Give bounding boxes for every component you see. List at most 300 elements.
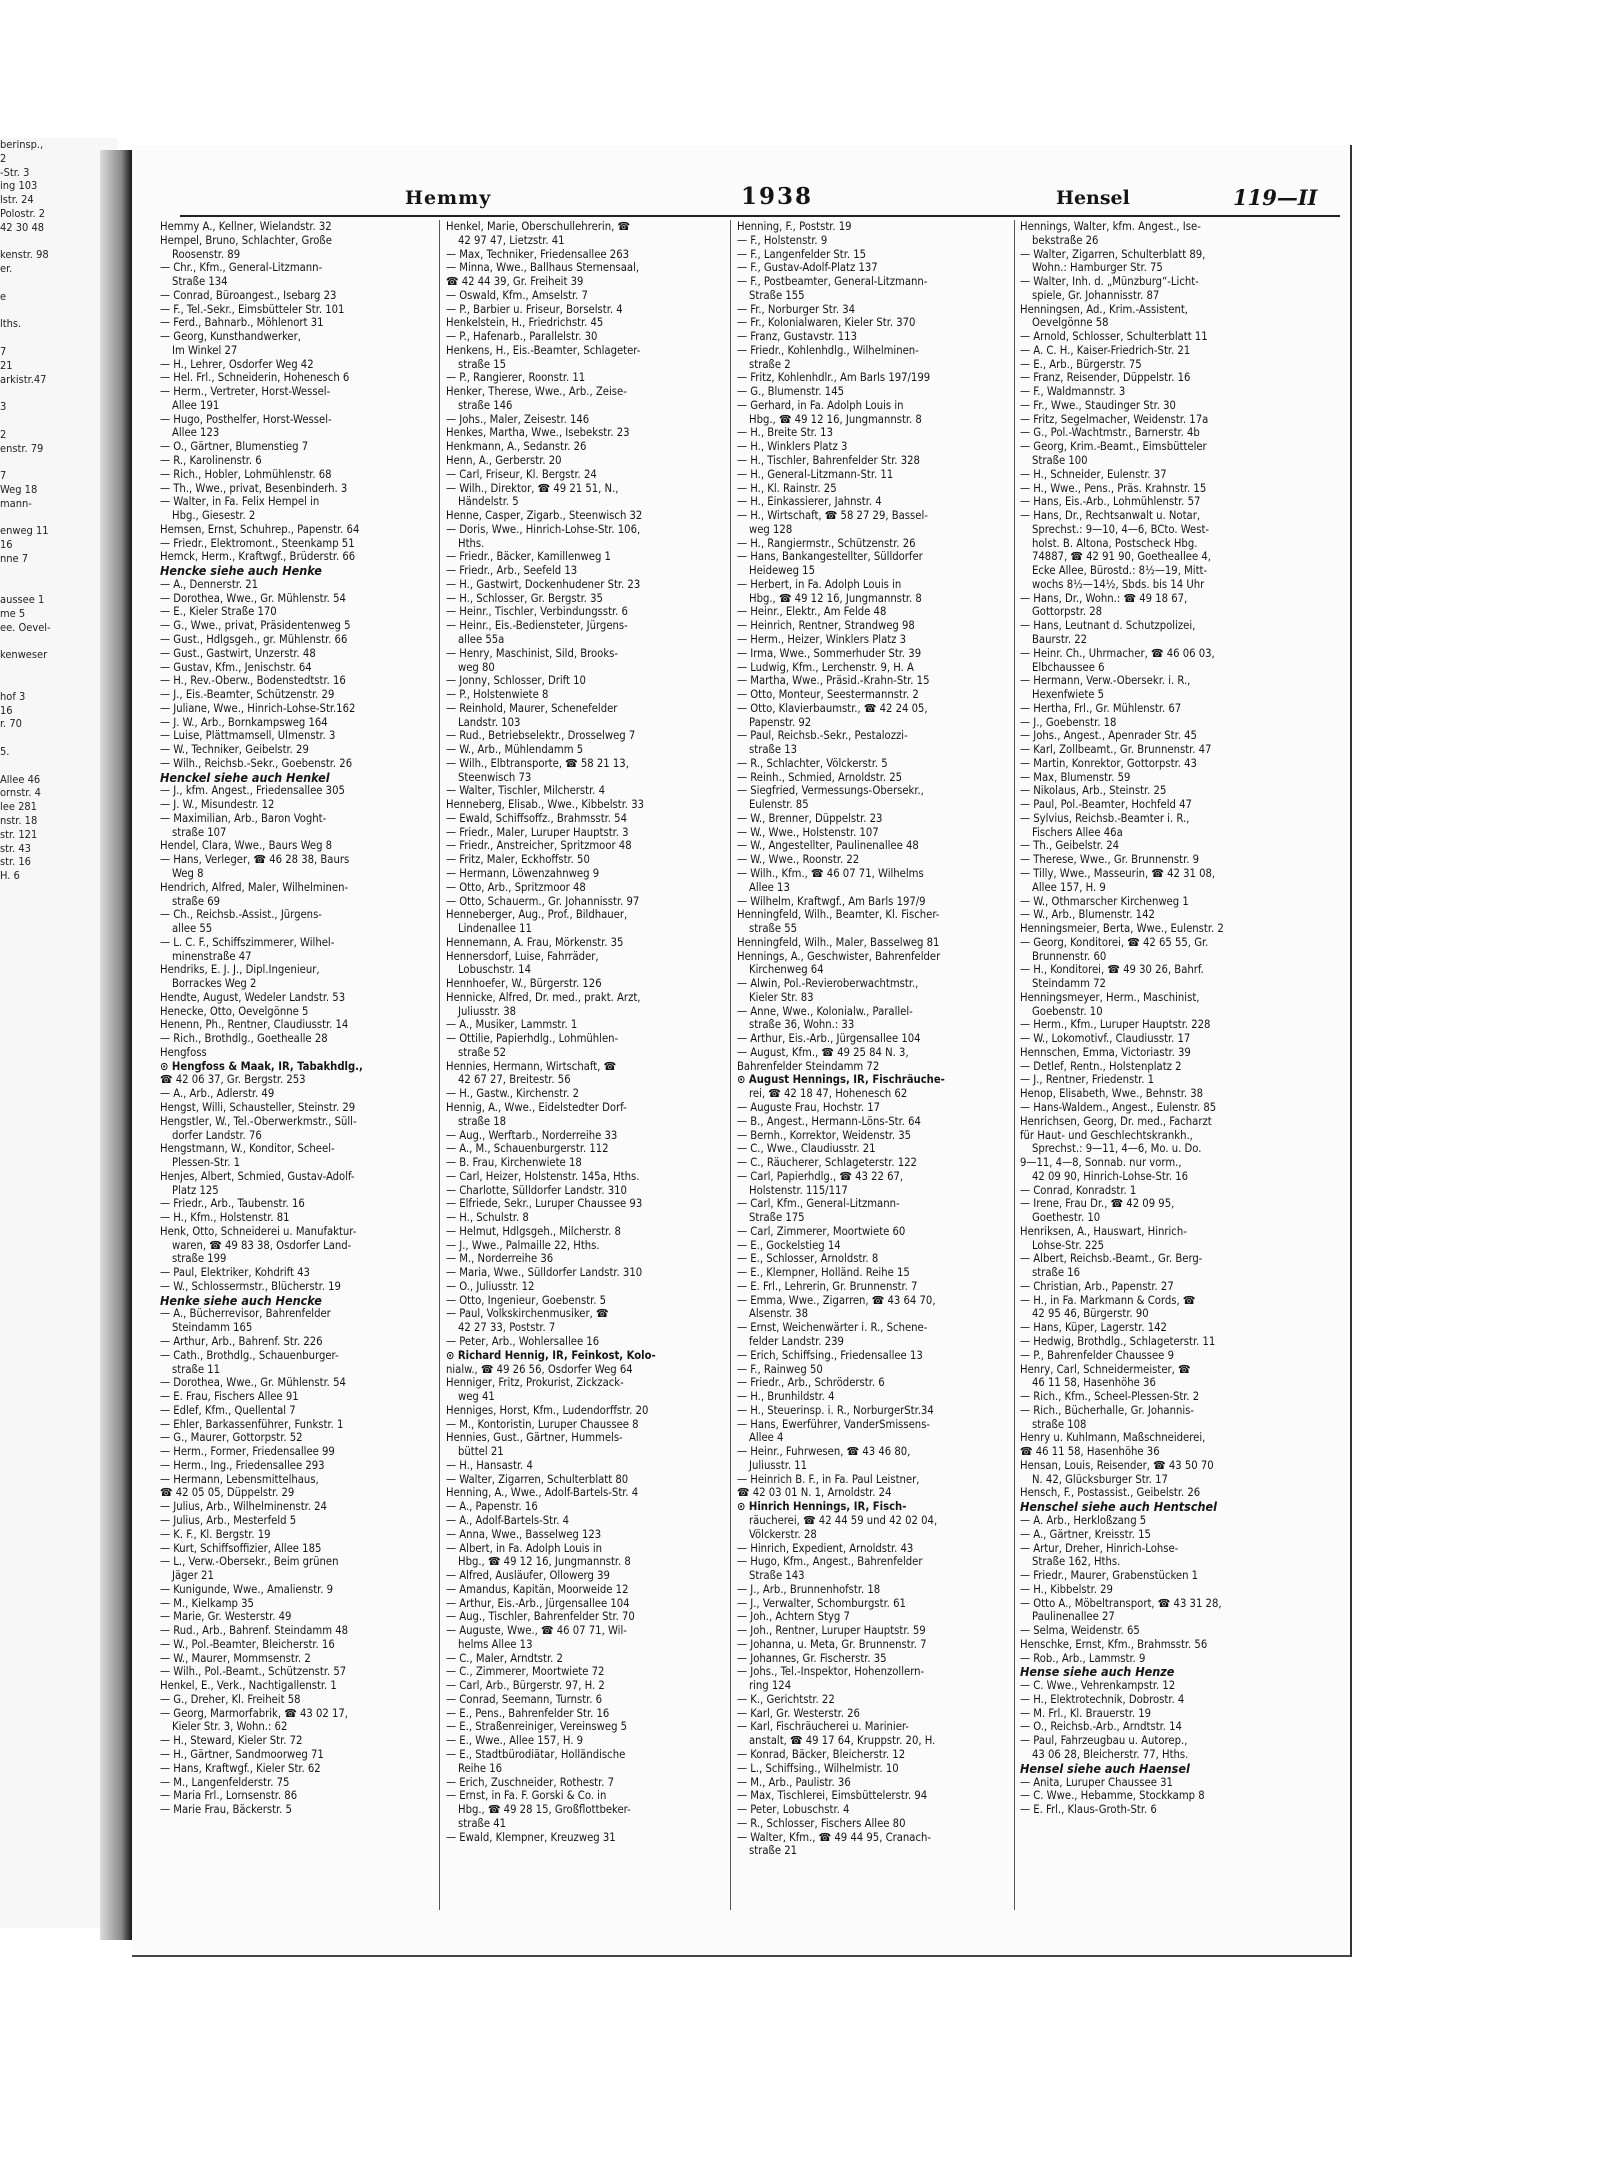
directory-line: — Heinrich B. F., in Fa. Paul Leistner, [737, 1472, 920, 1486]
directory-line: Hennings, Walter, kfm. Angest., Ise- [1020, 220, 1201, 233]
directory-line: — G., Maurer, Gottorpstr. 52 [160, 1431, 303, 1445]
directory-line: — Johs., Maler, Zeisestr. 146 [446, 412, 590, 426]
directory-line: — Anita, Luruper Chaussee 31 [1020, 1775, 1173, 1789]
directory-line: — Karl, Fischräucherei u. Marinier- [737, 1720, 909, 1734]
facing-page-text: 21 [0, 358, 13, 372]
directory-line: — K., Gerichtstr. 22 [737, 1692, 835, 1706]
directory-line: Hensch, F., Postassist., Geibelstr. 26 [1020, 1486, 1201, 1500]
directory-line: straße 69 [172, 894, 221, 908]
directory-line: Hennings, A., Geschwister, Bahrenfelder [737, 949, 941, 963]
facing-page-text: berinsp., [0, 138, 44, 151]
directory-line: straße 2 [749, 357, 791, 371]
facing-page-text: str. 121 [0, 827, 38, 841]
directory-line: — Walter, Tischler, Milcherstr. 4 [446, 784, 606, 798]
directory-line: — W., Wwe., Roonstr. 22 [737, 853, 860, 867]
directory-line: wochs 8½—14½, Sbds. bis 14 Uhr [1032, 577, 1205, 591]
directory-line: — Marie, Gr. Westerstr. 49 [160, 1610, 292, 1624]
directory-line: — P., Bahrenfelder Chaussee 9 [1020, 1348, 1174, 1362]
directory-line: — Selma, Weidenstr. 65 [1020, 1624, 1140, 1638]
directory-line: — Hans, Küper, Lagerstr. 142 [1020, 1321, 1167, 1335]
directory-line: — Hans, Eis.-Arb., Lohmühlenstr. 57 [1020, 495, 1201, 509]
directory-line: — H., Gärtner, Sandmoorweg 71 [160, 1747, 324, 1761]
directory-line: — Rud., Arb., Bahrenf. Steindamm 48 [160, 1624, 349, 1638]
directory-line: — Ewald, Klempner, Kreuzweg 31 [446, 1830, 616, 1844]
directory-line: — Detlef, Rentn., Holstenplatz 2 [1020, 1059, 1182, 1073]
directory-line: — Walter, Zigarren, Schulterblatt 89, [1020, 247, 1206, 261]
directory-line: Kieler Str. 83 [749, 990, 814, 1004]
directory-line: Henke siehe auch Hencke [160, 1293, 322, 1308]
directory-line: Sprechst.: 9—10, 4—6, BCto. West- [1032, 522, 1210, 536]
facing-page-text: 2 [0, 151, 7, 165]
directory-line: — Conrad, Konradstr. 1 [1020, 1183, 1137, 1197]
directory-line: straße 15 [458, 357, 507, 371]
directory-line: — M., Norderreihe 36 [446, 1252, 554, 1266]
facing-page-text: Polostr. 2 [0, 206, 46, 220]
facing-page-text: nne 7 [0, 551, 29, 565]
directory-line: 42 95 46, Bürgerstr. 90 [1032, 1307, 1149, 1321]
directory-line: — P., Barbier u. Friseur, Borselstr. 4 [446, 302, 623, 316]
directory-line: Hennies, Gust., Gärtner, Hummels- [446, 1431, 623, 1445]
facing-page-text: str. 16 [0, 855, 31, 869]
directory-line: Henkelstein, H., Friedrichstr. 45 [446, 316, 604, 330]
directory-line: — Helmut, Hdlgsgeh., Milcherstr. 8 [446, 1224, 621, 1238]
directory-line: — Wilh., Direktor, ☎ 49 21 51, N., [446, 481, 619, 495]
directory-line: Straße 175 [749, 1211, 805, 1225]
directory-line: — H., Tischler, Bahrenfelder Str. 328 [737, 454, 920, 468]
directory-line: — F., Postbeamter, General-Litzmann- [737, 275, 928, 289]
directory-line: ⊙ Hengfoss & Maak, IR, Tabakhdlg., [160, 1059, 363, 1073]
directory-line: — Otto A., Möbeltransport, ☎ 43 31 28, [1020, 1596, 1222, 1610]
directory-line: 46 11 58, Hasenhöhe 36 [1032, 1376, 1156, 1390]
column-divider [730, 220, 731, 1910]
directory-line: — Ernst, Weichenwärter i. R., Schene- [737, 1321, 928, 1335]
directory-line: — Artur, Dreher, Hinrich-Lohse- [1020, 1541, 1179, 1555]
directory-line: — Elfriede, Sekr., Luruper Chaussee 93 [446, 1197, 643, 1211]
directory-line: Hennicke, Alfred, Dr. med., prakt. Arzt, [446, 990, 641, 1004]
directory-line: straße 55 [749, 922, 798, 936]
directory-line: — E. Frl., Klaus-Groth-Str. 6 [1020, 1803, 1157, 1817]
directory-line: — A., Arb., Adlerstr. 49 [160, 1087, 275, 1101]
directory-line: — Paul, Reichsb.-Sekr., Pestalozzi- [737, 729, 908, 743]
directory-line: — August, Kfm., ☎ 49 25 84 N. 3, [737, 1045, 909, 1059]
directory-line: Henning, F., Poststr. 19 [737, 220, 852, 233]
directory-line: Brunnenstr. 60 [1032, 949, 1107, 963]
directory-line: — C., Wwe., Claudiusstr. 21 [737, 1142, 876, 1156]
directory-line: Henriksen, A., Hauswart, Hinrich- [1020, 1224, 1187, 1238]
directory-line: — Jonny, Schlosser, Drift 10 [446, 674, 586, 688]
directory-line: — H., Lehrer, Osdorfer Weg 42 [160, 357, 314, 371]
directory-line: — Friedr., Maurer, Grabenstücken 1 [1020, 1569, 1199, 1583]
directory-line: Allee 13 [749, 880, 790, 894]
directory-line: — L., Verw.-Obersekr., Beim grünen [160, 1555, 339, 1569]
directory-line: — Auguste, Wwe., ☎ 46 07 71, Wil- [446, 1624, 627, 1638]
directory-line: — Hermann, Verw.-Obersekr. i. R., [1020, 674, 1191, 688]
directory-line: helms Allee 13 [458, 1637, 533, 1651]
directory-line: — Minna, Wwe., Ballhaus Sternensaal, [446, 261, 640, 275]
directory-line: Henenn, Ph., Rentner, Claudiusstr. 14 [160, 1018, 349, 1032]
directory-line: — M., Kontoristin, Luruper Chaussee 8 [446, 1417, 639, 1431]
facing-page-text: ing 103 [0, 179, 38, 193]
directory-line: — J. W., Misundestr. 12 [160, 798, 275, 812]
directory-line: — Otto, Arb., Spritzmoor 48 [446, 880, 586, 894]
directory-line: — Hertha, Frl., Gr. Mühlenstr. 67 [1020, 701, 1182, 715]
directory-line: — E., Klempner, Holländ. Reihe 15 [737, 1266, 910, 1280]
directory-line: — Anne, Wwe., Kolonialw., Parallel- [737, 1004, 913, 1018]
directory-line: Wohn.: Hamburger Str. 75 [1032, 261, 1163, 275]
directory-line: — Friedr., Maler, Luruper Hauptstr. 3 [446, 825, 629, 839]
facing-page-text: hof 3 [0, 689, 26, 703]
directory-line: ☎ 42 03 01 N. 1, Arnoldstr. 24 [737, 1486, 892, 1500]
directory-line: — Rich., Hobler, Lohmühlenstr. 68 [160, 467, 332, 481]
directory-line: — W., Arb., Blumenstr. 142 [1020, 908, 1155, 922]
directory-line: — Fr., Kolonialwaren, Kieler Str. 370 [737, 316, 916, 330]
directory-line: — R., Schlachter, Völckerstr. 5 [737, 756, 888, 770]
directory-line: — Reinh., Schmied, Arnoldstr. 25 [737, 770, 903, 784]
directory-line: — E., Schlosser, Arnoldstr. 8 [737, 1252, 879, 1266]
directory-line: Hemck, Herm., Kraftwgf., Brüderstr. 66 [160, 550, 356, 564]
directory-line: — Herm., Kfm., Luruper Hauptstr. 228 [1020, 1018, 1211, 1032]
header-first-entry: Hemmy [405, 187, 492, 209]
directory-line: — Henry, Maschinist, Sild, Brooks- [446, 646, 619, 660]
directory-line: — W., Techniker, Geibelstr. 29 [160, 743, 309, 757]
directory-line: — W., Lokomotivf., Claudiusstr. 17 [1020, 1032, 1191, 1046]
facing-page-text: lths. [0, 317, 22, 331]
directory-line: — Cath., Brothdlg., Schauenburger- [160, 1348, 339, 1362]
directory-line: Juliusstr. 38 [458, 1004, 517, 1018]
directory-line: Steindamm 165 [172, 1321, 253, 1335]
directory-line: — Therese, Wwe., Gr. Brunnenstr. 9 [1020, 853, 1200, 867]
directory-line: ☎ 42 44 39, Gr. Freiheit 39 [446, 275, 584, 289]
directory-line: Weg 8 [172, 866, 204, 880]
directory-line: straße 41 [458, 1816, 507, 1830]
directory-line: — Herm., Former, Friedensallee 99 [160, 1445, 335, 1459]
directory-line: Henkel, E., Verk., Nachtigallenstr. 1 [160, 1679, 337, 1693]
directory-line: Straße 162, Hths. [1032, 1555, 1121, 1569]
directory-line: Henniges, Horst, Kfm., Ludendorffstr. 20 [446, 1403, 649, 1417]
directory-line: Straße 100 [1032, 454, 1088, 468]
directory-line: — M., Langenfelderstr. 75 [160, 1775, 290, 1789]
facing-page-text: str. 43 [0, 841, 31, 855]
directory-line: — Arnold, Schlosser, Schulterblatt 11 [1020, 330, 1208, 344]
directory-line: 74887, ☎ 42 91 90, Goetheallee 4, [1032, 550, 1211, 564]
directory-line: — Ludwig, Kfm., Lerchenstr. 9, H. A [737, 660, 914, 674]
directory-line: — K. F., Kl. Bergstr. 19 [160, 1527, 271, 1541]
directory-line: Hengstler, W., Tel.-Oberwerkmstr., Süll- [160, 1114, 357, 1128]
facing-page-text: 7 [0, 469, 7, 483]
directory-line: 42 97 47, Lietzstr. 41 [458, 233, 565, 247]
directory-line: — F., Holstenstr. 9 [737, 233, 828, 247]
directory-line: — O., Reichsb.-Arb., Arndtstr. 14 [1020, 1720, 1182, 1734]
directory-line: Kirchenweg 64 [749, 963, 824, 977]
directory-line: Borrackes Weg 2 [172, 977, 257, 991]
directory-line: — H., Wirtschaft, ☎ 58 27 29, Bassel- [737, 509, 928, 523]
directory-line: ☎ 42 06 37, Gr. Bergstr. 253 [160, 1073, 306, 1087]
facing-page-text: me 5 [0, 607, 26, 621]
directory-line: — L. C. F., Schiffszimmerer, Wilhel- [160, 935, 335, 949]
directory-line: Holstenstr. 115/117 [749, 1183, 848, 1197]
directory-line: spiele, Gr. Johannisstr. 87 [1032, 288, 1160, 302]
directory-line: — H., Elektrotechnik, Dobrostr. 4 [1020, 1692, 1185, 1706]
directory-line: — G., Blumenstr. 145 [737, 385, 845, 399]
directory-line: ☎ 42 05 05, Düppelstr. 29 [160, 1486, 295, 1500]
directory-line: — Franz, Reisender, Düppelstr. 16 [1020, 371, 1191, 385]
directory-line: Straße 134 [172, 275, 228, 289]
directory-line: Hennhoefer, W., Bürgerstr. 126 [446, 977, 602, 991]
directory-line: — Marie Frau, Bäckerstr. 5 [160, 1803, 292, 1817]
directory-line: — G., Dreher, Kl. Freiheit 58 [160, 1692, 301, 1706]
facing-page-text: lstr. 24 [0, 193, 34, 207]
directory-line: Lohse-Str. 225 [1032, 1238, 1105, 1252]
directory-line: — Georg, Krim.-Beamt., Eimsbütteler [1020, 440, 1207, 454]
directory-line: — Rich., Bücherhalle, Gr. Johannis- [1020, 1403, 1195, 1417]
directory-line: — Conrad, Seemann, Turnstr. 6 [446, 1692, 603, 1706]
directory-line: — H., Schlosser, Gr. Bergstr. 35 [446, 591, 603, 605]
directory-line: 43 06 28, Bleicherstr. 77, Hths. [1032, 1747, 1189, 1761]
facing-page-text: ee. Oevel- [0, 620, 51, 634]
directory-line: — Hans, Bankangestellter, Sülldorfer [737, 550, 923, 564]
directory-line: — Gust., Gastwirt, Unzerstr. 48 [160, 646, 316, 660]
directory-line: straße 16 [1032, 1266, 1081, 1280]
directory-line: — Hans, Leutnant d. Schutzpolizei, [1020, 619, 1196, 633]
facing-page-text: 5. [0, 745, 10, 759]
directory-line: — Irene, Frau Dr., ☎ 42 09 95, [1020, 1197, 1175, 1211]
directory-line: — M., Arb., Paulistr. 36 [737, 1775, 851, 1789]
directory-line: — Friedr., Anstreicher, Spritzmoor 48 [446, 839, 632, 853]
directory-line: Henckel siehe auch Henkel [160, 770, 330, 785]
directory-line: Plessen-Str. 1 [172, 1156, 240, 1170]
directory-line: — Rud., Betriebselektr., Drosselweg 7 [446, 729, 636, 743]
directory-line: Henneberg, Elisab., Wwe., Kibbelstr. 33 [446, 798, 644, 812]
directory-line: — E., Gockelstieg 14 [737, 1238, 841, 1252]
directory-line: — Nikolaus, Arb., Steinstr. 25 [1020, 784, 1167, 798]
directory-line: Henkmann, A., Sedanstr. 26 [446, 440, 587, 454]
directory-line: 9—11, 4—8, Sonnab. nur vorm., [1020, 1156, 1182, 1170]
directory-line: Juliusstr. 11 [749, 1458, 808, 1472]
directory-line: Paulinenallee 27 [1032, 1610, 1115, 1624]
directory-line: — Reinhold, Maurer, Schenefelder [446, 701, 618, 715]
directory-line: — Th., Wwe., privat, Besenbinderh. 3 [160, 481, 348, 495]
directory-line: — J., Goebenstr. 18 [1020, 715, 1117, 729]
directory-line: — Fritz, Maler, Eckhoffstr. 50 [446, 853, 590, 867]
directory-line: weg 128 [749, 522, 793, 536]
directory-line: Hennig, A., Wwe., Eidelstedter Dorf- [446, 1101, 627, 1114]
directory-line: — Johs., Angest., Apenrader Str. 45 [1020, 729, 1197, 743]
directory-line: Henjes, Albert, Schmied, Gustav-Adolf- [160, 1169, 355, 1183]
directory-line: straße 146 [458, 398, 513, 412]
directory-line: — Maria, Wwe., Sülldorfer Landstr. 310 [446, 1266, 643, 1280]
directory-line: — Arthur, Eis.-Arb., Jürgensallee 104 [737, 1032, 921, 1046]
directory-line: — Peter, Lobuschstr. 4 [737, 1803, 850, 1817]
directory-line: Henningfeld, Wilh., Beamter, Kl. Fischer- [737, 908, 940, 922]
directory-line: — Hermann, Löwenzahnweg 9 [446, 866, 600, 880]
directory-line: — J., Eis.-Beamter, Schützenstr. 29 [160, 688, 335, 702]
directory-line: — Carl, Friseur, Kl. Bergstr. 24 [446, 467, 597, 481]
page-header [180, 183, 1340, 217]
facing-page-text: mann- [0, 496, 32, 510]
directory-line: straße 108 [1032, 1417, 1087, 1431]
directory-line: — Anna, Wwe., Basselweg 123 [446, 1527, 602, 1541]
directory-line: Goethestr. 10 [1032, 1211, 1101, 1225]
directory-line: Heideweg 15 [749, 564, 815, 578]
directory-line: — Paul, Fahrzeugbau u. Autorep., [1020, 1734, 1188, 1748]
facing-page-text: kenweser [0, 648, 48, 662]
directory-line: — A., Papenstr. 16 [446, 1500, 538, 1514]
directory-line: — W., Wwe., Holstenstr. 107 [737, 825, 879, 839]
directory-line: — M., Kielkamp 35 [160, 1596, 254, 1610]
directory-line: — Otto, Klavierbaumstr., ☎ 42 24 05, [737, 701, 928, 715]
directory-line: — Aug., Tischler, Bahrenfelder Str. 70 [446, 1610, 635, 1624]
directory-line: Platz 125 [172, 1183, 219, 1197]
directory-line: — Paul, Pol.-Beamter, Hochfeld 47 [1020, 798, 1192, 812]
directory-line: — W., Pol.-Beamter, Bleicherstr. 16 [160, 1637, 335, 1651]
directory-line: — Peter, Arb., Wohlersallee 16 [446, 1335, 600, 1349]
directory-line: — Dorothea, Wwe., Gr. Mühlenstr. 54 [160, 1376, 346, 1390]
directory-line: — Conrad, Büroangest., Isebarg 23 [160, 288, 337, 302]
directory-line: — G., Pol.-Wachtmstr., Barnerstr. 4b [1020, 426, 1200, 440]
facing-page-text: H. 6 [0, 869, 20, 883]
directory-line: — Charlotte, Sülldorfer Landstr. 310 [446, 1183, 627, 1197]
directory-line: nialw., ☎ 49 26 56, Osdorfer Weg 64 [446, 1362, 633, 1376]
directory-line: — Maria Frl., Lornsenstr. 86 [160, 1789, 298, 1803]
directory-line: — R., Schlosser, Fischers Allee 80 [737, 1816, 906, 1830]
directory-line: — Maximilian, Arb., Baron Voght- [160, 811, 327, 825]
directory-line: — Auguste Frau, Hochstr. 17 [737, 1101, 881, 1114]
directory-line: rei, ☎ 42 18 47, Hohenesch 62 [749, 1087, 908, 1101]
directory-line: — Tilly, Wwe., Masseurin, ☎ 42 31 08, [1020, 866, 1216, 880]
directory-line: 42 09 90, Hinrich-Lohse-Str. 16 [1032, 1169, 1189, 1183]
directory-line: Hengstmann, W., Konditor, Scheel- [160, 1142, 335, 1156]
directory-line: — Walter, Zigarren, Schulterblatt 80 [446, 1472, 629, 1486]
directory-line: Steindamm 72 [1032, 977, 1106, 991]
directory-line: Alsenstr. 38 [749, 1307, 808, 1321]
directory-line: — Alfred, Ausläufer, Ollowerg 39 [446, 1569, 610, 1583]
directory-line: Reihe 16 [458, 1761, 503, 1775]
directory-line: — J. W., Arb., Bornkampsweg 164 [160, 715, 328, 729]
facing-page-text: 2 [0, 427, 7, 441]
directory-line: — Hans-Waldem., Angest., Eulenstr. 85 [1020, 1101, 1217, 1114]
directory-line: Hencke siehe auch Henke [160, 564, 322, 578]
directory-line: — Gerhard, in Fa. Adolph Louis in [737, 398, 904, 412]
directory-line: — Hans, Verleger, ☎ 46 28 38, Baurs [160, 853, 350, 867]
directory-line: Allee 4 [749, 1431, 784, 1445]
directory-line: — Otto, Monteur, Seestermannstr. 2 [737, 688, 919, 702]
directory-line: — Martin, Konrektor, Gottorpstr. 43 [1020, 756, 1197, 770]
directory-line: Henniger, Fritz, Prokurist, Zickzack- [446, 1376, 624, 1390]
directory-line: — A., Bücherrevisor, Bahrenfelder [160, 1307, 331, 1321]
directory-line: — Martha, Wwe., Präsid.-Krahn-Str. 15 [737, 674, 930, 688]
directory-line: holst. B. Altona, Postscheck Hbg. [1032, 536, 1198, 550]
directory-line: — Heinr. Ch., Uhrmacher, ☎ 46 06 03, [1020, 646, 1215, 660]
directory-line: — E., Pens., Bahrenfelder Str. 16 [446, 1706, 610, 1720]
directory-line: — H., Schulstr. 8 [446, 1211, 529, 1225]
directory-line: — W., Arb., Mühlendamm 5 [446, 743, 584, 757]
directory-line: — Otto, Ingenieur, Goebenstr. 5 [446, 1293, 607, 1307]
directory-line: — Fr., Norburger Str. 34 [737, 302, 856, 316]
directory-line: — E., Kieler Straße 170 [160, 605, 277, 619]
directory-line: Hemmy A., Kellner, Wielandstr. 32 [160, 220, 332, 233]
directory-line: — Herbert, in Fa. Adolph Louis in [737, 577, 902, 591]
directory-line: — Carl, Heizer, Holstenstr. 145a, Hths. [446, 1169, 640, 1183]
directory-line: — Irma, Wwe., Sommerhuder Str. 39 [737, 646, 922, 660]
directory-line: — Erich, Zuschneider, Rothestr. 7 [446, 1775, 615, 1789]
directory-line: — H., General-Litzmann-Str. 11 [737, 467, 894, 481]
directory-line: — Julius, Arb., Mesterfeld 5 [160, 1513, 297, 1527]
directory-line: Im Winkel 27 [172, 343, 238, 357]
directory-line: — H., in Fa. Markmann & Cords, ☎ [1020, 1293, 1196, 1307]
directory-line: Ecke Allee, Bürostd.: 8½—19, Mitt- [1032, 564, 1208, 578]
directory-line: — H., Brunhildstr. 4 [737, 1390, 835, 1404]
directory-line: — E., Stadtbürodiätar, Holländische [446, 1747, 626, 1761]
directory-line: Elbchaussee 6 [1032, 660, 1105, 674]
directory-line: — Hinrich, Expedient, Arnoldstr. 43 [737, 1541, 914, 1555]
facing-page-text: 3 [0, 400, 7, 414]
directory-line: — Max, Blumenstr. 59 [1020, 770, 1131, 784]
directory-line: weg 80 [458, 660, 495, 674]
directory-line: — Friedr., Kohlenhdlg., Wilhelminen- [737, 343, 919, 357]
directory-line: Hensel siehe auch Haensel [1020, 1761, 1190, 1776]
directory-line: 42 67 27, Breitestr. 56 [458, 1073, 571, 1087]
directory-line: — Oswald, Kfm., Amselstr. 7 [446, 288, 588, 302]
directory-line: — W., Maurer, Mommsenstr. 2 [160, 1651, 311, 1665]
directory-line: — H., Hansastr. 4 [446, 1458, 533, 1472]
directory-line: — Hermann, Lebensmittelhaus, [160, 1472, 319, 1486]
directory-line: Hempel, Bruno, Schlachter, Große [160, 233, 332, 247]
directory-line: Henschel siehe auch Hentschel [1020, 1500, 1217, 1514]
directory-line: — Carl, Papierhdlg., ☎ 43 22 67, [737, 1169, 904, 1183]
directory-line: — Otto, Schauerm., Gr. Johannisstr. 97 [446, 894, 640, 908]
directory-line: Steenwisch 73 [458, 770, 532, 784]
facing-page-text: Weg 18 [0, 482, 38, 496]
directory-line: Hengfoss [160, 1045, 207, 1059]
facing-page-text: er. [0, 262, 13, 276]
directory-line: — Joh., Rentner, Luruper Hauptstr. 59 [737, 1624, 926, 1638]
directory-line: — W., Othmarscher Kirchenweg 1 [1020, 894, 1189, 908]
book-gutter [100, 150, 136, 1940]
directory-line: — Wilhelm, Kraftwgf., Am Barls 197/9 [737, 894, 926, 908]
directory-line: — Wilh., Kfm., ☎ 46 07 71, Wilhelms [737, 866, 924, 880]
directory-line: — Hans, Dr., Rechtsanwalt u. Notar, [1020, 509, 1201, 523]
directory-line: — Christian, Arb., Papenstr. 27 [1020, 1279, 1174, 1293]
directory-line: — A., Gärtner, Kreisstr. 15 [1020, 1527, 1151, 1541]
directory-line: straße 107 [172, 825, 227, 839]
directory-line: — Ewald, Schiffsoffz., Brahmsstr. 54 [446, 811, 627, 825]
directory-line: — Edlef, Kfm., Quellental 7 [160, 1403, 296, 1417]
directory-line: Völckerstr. 28 [749, 1527, 817, 1541]
directory-line: — Rich., Kfm., Scheel-Plessen-Str. 2 [1020, 1390, 1200, 1404]
directory-line: — Hans, Dr., Wohn.: ☎ 49 18 67, [1020, 591, 1188, 605]
column-divider [1014, 220, 1015, 1910]
header-last-entry: Hensel [1056, 187, 1130, 209]
directory-line: Hendriks, E. J. J., Dipl.Ingenieur, [160, 963, 320, 977]
directory-line: Hennersdorf, Luise, Fahrräder, [446, 949, 599, 963]
facing-page-text: Allee 46 [0, 772, 41, 786]
directory-line: straße 21 [749, 1844, 798, 1858]
directory-line: — Hel. Frl., Schneiderin, Hohenesch 6 [160, 371, 350, 385]
directory-line: — Ch., Reichsb.-Assist., Jürgens- [160, 908, 322, 922]
directory-line: — Heinr., Tischler, Verbindungsstr. 6 [446, 605, 628, 619]
directory-line: Henningsmeier, Berta, Wwe., Eulenstr. 2 [1020, 922, 1224, 936]
directory-line: — A. C. H., Kaiser-Friedrich-Str. 21 [1020, 343, 1191, 357]
directory-line: — Johannes, Gr. Fischerstr. 35 [737, 1651, 887, 1665]
directory-line: Papenstr. 92 [749, 715, 812, 729]
directory-line: — H., Gastwirt, Dockenhudener Str. 23 [446, 577, 641, 591]
directory-line: ring 124 [749, 1679, 792, 1693]
directory-line: Henneberger, Aug., Prof., Bildhauer, [446, 908, 628, 922]
directory-line: — J., Verwalter, Schomburgstr. 61 [737, 1596, 906, 1610]
directory-line: — Siegfried, Vermessungs-Obersekr., [737, 784, 924, 798]
directory-line: felder Landstr. 239 [749, 1335, 844, 1349]
directory-line: — H., Winklers Platz 3 [737, 440, 848, 454]
